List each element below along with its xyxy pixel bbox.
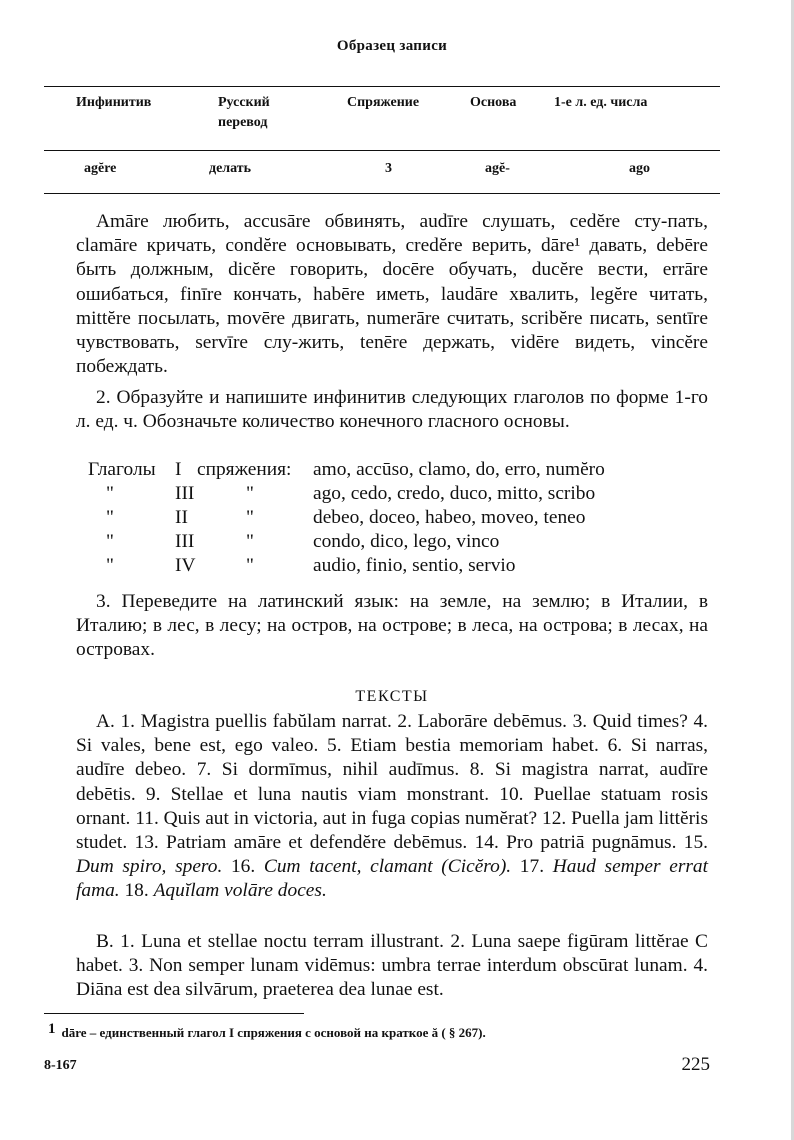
vocabulary-paragraph: Amāre любить, accusāre обвинять, audīre слушать, cedĕre сту-пать, clamāre кричать, condĕre основывать, credĕre верить, dāre¹ давать, debēre быть должным, dicĕre говорить, docēre обучать, ducĕre вести, errāre ошибаться, finīre кончать, habēre иметь, laudāre хвалить, legĕre читать, mittĕre посылать, movēre двигать, numerāre считать, scribĕre писать, sentīre чувствовать, servīre слу-жить, tenēre держать, vidēre видеть, vincĕre побеждать. <box>76 211 708 378</box>
cell-first-person: ago <box>629 161 650 176</box>
verb-row-label: " <box>106 531 114 552</box>
verb-row-word: " <box>246 555 254 576</box>
header-conjugation: Спряжение <box>347 95 420 110</box>
text-a-paragraph <box>76 710 708 904</box>
verb-row-5 <box>76 554 708 578</box>
text-a-num-17: 17. <box>511 856 553 878</box>
sample-caption: Образец записи <box>336 38 448 54</box>
verb-row-verbs: ago, cedo, credo, duco, mitto, scribo <box>313 483 596 504</box>
texts-heading: ТЕКСТЫ <box>355 688 429 705</box>
verb-row-numeral: I <box>175 459 182 480</box>
verb-row-numeral: II <box>175 507 188 528</box>
cell-translation: делать <box>209 161 252 176</box>
page-number: 225 <box>681 1054 710 1075</box>
verb-row-4 <box>76 530 708 554</box>
cell-stem: agĕ- <box>485 161 510 176</box>
verb-row-word: " <box>246 507 254 528</box>
verb-row-label: " <box>106 507 114 528</box>
verb-row-verbs: debeo, doceo, habeo, moveo, teneo <box>313 507 586 528</box>
table-bottom-rule <box>44 193 720 194</box>
table-top-rule <box>44 86 720 87</box>
header-translation: Русский перевод <box>218 95 270 130</box>
footnote <box>48 1021 708 1041</box>
footnote-rule <box>44 1013 304 1014</box>
verb-row-verbs: audio, finio, sentio, servio <box>313 555 516 576</box>
header-infinitive: Инфинитив <box>76 95 152 110</box>
verb-row-numeral: III <box>175 483 195 504</box>
cell-conjugation: 3 <box>385 161 392 176</box>
exercise-3-text: 3. Переведите на латинский язык: на земле, на землю; в Италии, в Италию; в лес, в лесу; на остров, на острове; в леса, на острова; в лесах, на островах. <box>76 591 708 661</box>
verb-row-2 <box>76 482 708 506</box>
text-b-paragraph: B. 1. Luna et stellae noctu terram illustrant. 2. Luna saepe figūram littĕrae C habet. 3. Non semper lunam vidēmus: umbra terrae interdum obscūrat lunam. 4. Diāna est dea silvārum, praeterea dea lunae est. <box>76 931 708 1001</box>
printer-signature: 8-167 <box>44 1058 77 1073</box>
text-a-italic-1: Dum spiro, spero. <box>76 856 223 878</box>
header-first-person: 1-е л. ед. числа <box>554 95 648 110</box>
verb-row-word: " <box>246 531 254 552</box>
verb-row-verbs: amo, accūso, clamo, do, erro, numĕro <box>313 459 605 480</box>
text-a-italic-2: Cum tacent, clamant (Cicĕro). <box>263 856 512 878</box>
verb-row-numeral: III <box>175 531 195 552</box>
text-a-italic-3: Haud semper errat fama. <box>76 856 708 902</box>
verb-row-word: " <box>246 483 254 504</box>
text-a-num-16: 16. <box>222 856 264 878</box>
footnote-mark: 1 <box>48 1021 56 1037</box>
table-mid-rule <box>44 150 720 151</box>
verb-row-label: " <box>106 555 114 576</box>
verb-row-label: " <box>106 483 114 504</box>
text-a-italic-4: Aquĭlam volāre doces. <box>153 880 327 902</box>
verb-row-label: Глаголы <box>88 459 156 480</box>
exercise-2-text: 2. Образуйте и напишите инфинитив следующих глаголов по форме 1-го л. ед. ч. Обозначьте количество конечного гласного основы. <box>76 387 708 433</box>
text-a-num-18: 18. <box>119 880 154 902</box>
verb-row-word: спряжения: <box>197 459 292 480</box>
verb-row-3 <box>76 506 708 530</box>
text-a-plain: A. 1. Magistra puellis fabŭlam narrat. 2. Laborāre debēmus. 3. Quid times? 4. Si vales, bene est, ego valeo. 5. Etiam bestia memoriam habet. 6. Si narras, audīre debeo. 7. Si dormīmus, nihil audīmus. 8. Si magistra narrat, audīre debētis. 9. Stellae et luna nautis viam monstrant. 10. Puellae statuam rosis ornant. 11. Quis aut in victoria, aut in fuga copias numĕrat? 12. Puella jam littĕris studet. 13. Patriam amāre et defendĕre debēmus. 14. Pro patriā pugnāmus. 15. <box>76 711 708 854</box>
footnote-text: dāre – единственный глагол I спряжения с основой на краткое ă ( § 267). <box>61 1025 486 1040</box>
verb-row-verbs: condo, dico, lego, vinco <box>313 531 500 552</box>
header-stem: Основа <box>470 95 517 110</box>
verb-row-numeral: IV <box>175 555 196 576</box>
cell-infinitive: agĕre <box>84 161 117 176</box>
verb-row-1 <box>76 458 708 482</box>
